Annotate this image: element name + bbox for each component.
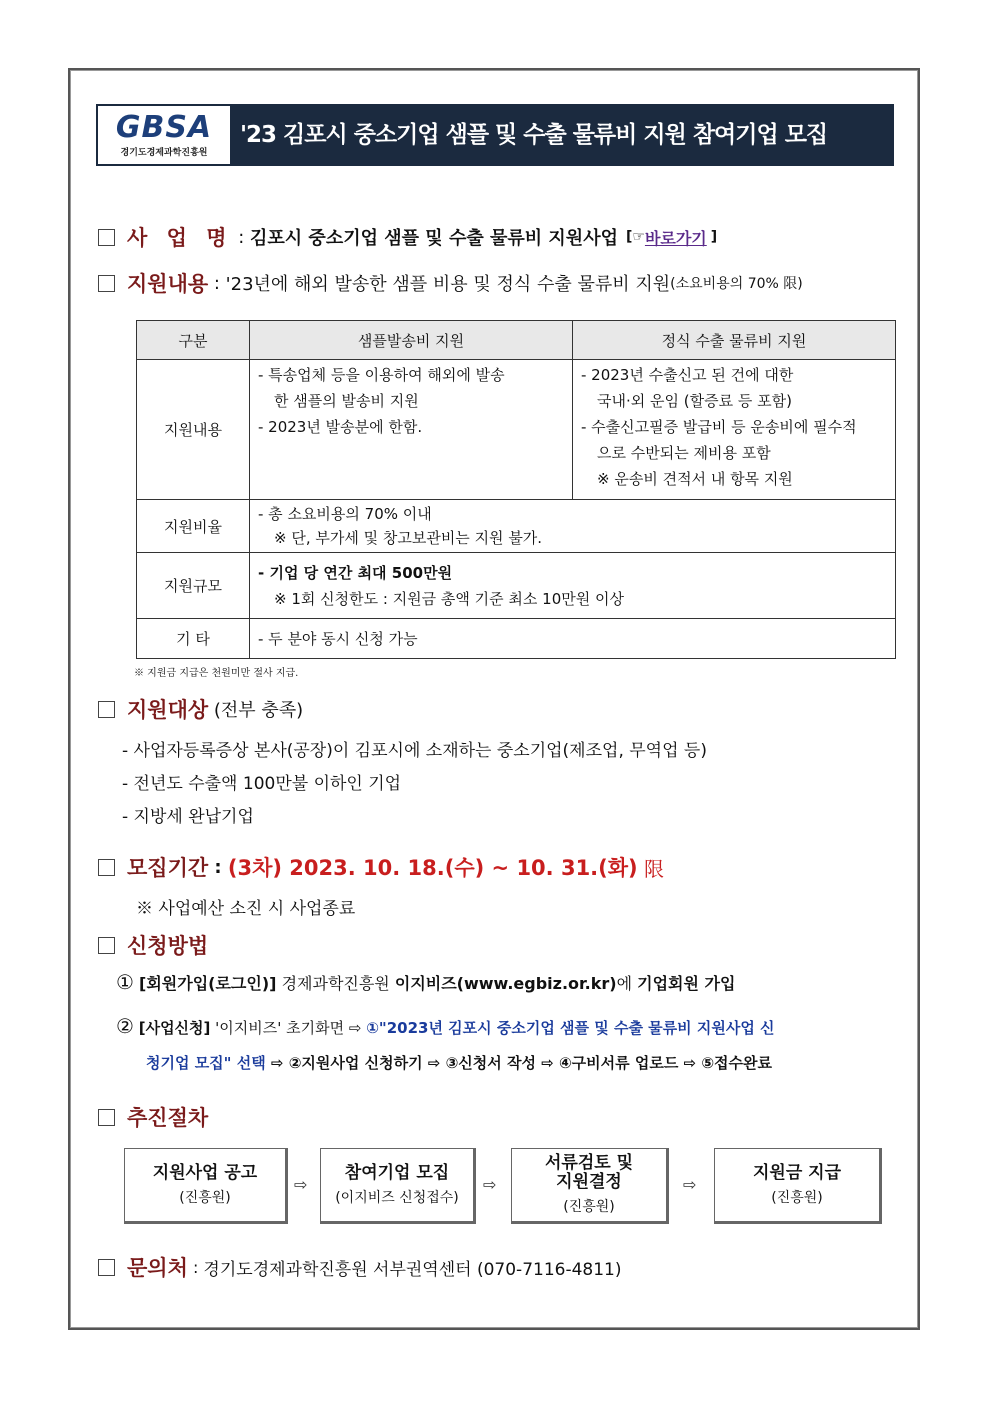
- shortcut-link[interactable]: 바로가기: [644, 228, 707, 248]
- step-tag: [사업신청]: [138, 1019, 211, 1037]
- procedure-step-title: 지원사업 공고: [152, 1162, 258, 1183]
- cell-line: - 기업 당 연간 최대 500만원: [258, 563, 453, 582]
- step-bold: 기업회원 가입: [637, 974, 736, 993]
- cell-line: ※ 운송비 견적서 내 항목 지원: [597, 470, 793, 488]
- business-label: 사 업 명: [127, 226, 233, 250]
- table-row: [137, 500, 896, 553]
- checkbox-icon: [98, 701, 115, 718]
- procedure-label: 추진절차: [127, 1106, 209, 1130]
- contact-colon: :: [187, 1257, 204, 1277]
- target-label: 지원대상: [127, 698, 209, 722]
- checkbox-icon: [98, 1109, 115, 1126]
- arrow-icon: ⇨: [294, 1175, 308, 1194]
- link-suffix: ]: [710, 229, 718, 245]
- cell-line: - 특송업체 등을 이용하여 해외에 발송: [258, 366, 505, 384]
- section-target: [98, 694, 303, 724]
- section-content: [98, 268, 803, 298]
- page-title: '23 김포시 중소기업 샘플 및 수출 물류비 지원 참여기업 모집: [240, 122, 828, 148]
- step-text: ⇨ ②지원사업 신청하기 ⇨ ③신청서 작성 ⇨ ④구비서류 업로드 ⇨ ⑤접수완료: [265, 1054, 772, 1072]
- arrow-icon: ⇨: [483, 1175, 497, 1194]
- section-contact: [98, 1252, 622, 1282]
- method-step-1: [116, 970, 735, 994]
- business-name: 김포시 중소기업 샘플 및 수출 물류비 지원사업: [250, 228, 618, 249]
- method-step-2-cont: [146, 1052, 772, 1073]
- table-cell: [250, 553, 896, 619]
- procedure-step: [714, 1148, 882, 1224]
- logo-text: GBSA: [115, 109, 213, 145]
- checkbox-icon: [98, 937, 115, 954]
- procedure-step: [124, 1148, 288, 1224]
- cell-line: 으로 수반되는 제비용 포함: [597, 444, 771, 462]
- content-text: '23년에 해외 발송한 샘플 비용 및 정식 수출 물류비 지원: [225, 274, 671, 295]
- cell-line: ※ 단, 부가세 및 창고보관비는 지원 불가.: [274, 529, 543, 547]
- procedure-step-sub: (진흥원): [563, 1199, 615, 1215]
- cell-line: - 두 분야 동시 신청 가능: [258, 629, 418, 648]
- procedure-step: [511, 1148, 669, 1224]
- checkbox-icon: [98, 275, 115, 292]
- content-label: 지원내용: [127, 272, 209, 296]
- checkbox-icon: [98, 1259, 115, 1276]
- arrow-icon: ⇨: [683, 1175, 697, 1194]
- step-number: ②: [116, 1014, 134, 1038]
- table-header: 구분: [137, 321, 250, 360]
- checkbox-icon: [98, 859, 115, 876]
- period-label: 모집기간: [127, 856, 209, 880]
- period-note: ※ 사업예산 소진 시 사업종료: [136, 899, 356, 919]
- target-item: - 전년도 수출액 100만불 이하인 기업: [122, 774, 402, 794]
- step-number: ①: [116, 970, 134, 994]
- cell-line: - 2023년 수출신고 된 건에 대한: [581, 366, 794, 384]
- contact-label: 문의처: [127, 1256, 188, 1280]
- table-cell: [573, 360, 896, 500]
- table-cell: [250, 619, 896, 659]
- step-text: 경제과학진흥원: [276, 974, 395, 993]
- gbsa-logo: [96, 104, 232, 166]
- table-header: 샘플발송비 지원: [250, 321, 573, 360]
- table-row: [137, 619, 896, 659]
- section-period: [98, 852, 664, 882]
- cell-line: 한 샘플의 발송비 지원: [274, 392, 419, 410]
- period-value: (3차) 2023. 10. 18.(수) ~ 10. 31.(화): [227, 856, 638, 880]
- step-highlight: 청기업 모집" 선택: [146, 1054, 266, 1072]
- procedure-step-title: 참여기업 모집: [344, 1162, 450, 1183]
- period-suffix: 限: [637, 856, 664, 881]
- cell-line: - 총 소요비용의 70% 이내: [258, 505, 432, 523]
- support-table: [136, 320, 896, 659]
- cell-line: - 2023년 발송분에 한함.: [258, 418, 423, 436]
- section-procedure: [98, 1102, 208, 1132]
- contact-text: 경기도경제과학진흥원 서부권역센터 (070-7116-4811): [203, 1259, 622, 1280]
- checkbox-icon: [98, 229, 115, 246]
- table-cell: [250, 500, 896, 553]
- row-label: 지원규모: [137, 553, 250, 619]
- procedure-step: [320, 1148, 476, 1224]
- content-colon: :: [208, 272, 226, 294]
- method-label: 신청방법: [127, 934, 209, 958]
- cell-line: ※ 1회 신청한도 : 지원금 총액 기준 최소 10만원 이상: [274, 589, 624, 608]
- cell-line: 국내·외 운임 (할증료 등 포함): [597, 392, 792, 410]
- step-text: '이지비즈' 초기화면 ⇨: [210, 1019, 367, 1037]
- step-text: 에: [616, 974, 638, 993]
- header-banner: [96, 104, 894, 166]
- method-step-2: [116, 1014, 775, 1038]
- table-note: ※ 지원금 지급은 천원미만 절사 지급.: [134, 668, 299, 679]
- table-header-row: [137, 321, 896, 360]
- section-method: [98, 930, 208, 960]
- row-label: 지원비율: [137, 500, 250, 553]
- content-small: (소요비용의 70% 限): [670, 276, 803, 292]
- procedure-step-sub: (진흥원): [771, 1189, 823, 1206]
- step-bold: 이지비즈(www.egbiz.or.kr): [394, 974, 617, 993]
- table-header: 정식 수출 물류비 지원: [573, 321, 896, 360]
- target-sub: (전부 충족): [208, 700, 304, 721]
- cell-line: - 수출신고필증 발급비 등 운송비에 필수적: [581, 418, 857, 436]
- table-row: [137, 553, 896, 619]
- row-label: 기 타: [137, 619, 250, 659]
- target-item: - 지방세 완납기업: [122, 807, 254, 827]
- target-item: - 사업자등록증상 본사(공장)이 김포시에 소재하는 중소기업(제조업, 무역업 등): [122, 741, 707, 761]
- procedure-step-sub: (이지비즈 신청접수): [335, 1189, 459, 1206]
- logo-subtitle: 경기도경제과학진흥원: [120, 147, 208, 158]
- row-label: 지원내용: [137, 360, 250, 500]
- section-business: [98, 222, 717, 252]
- step-tag: [회원가입(로그인)]: [139, 974, 277, 993]
- table-cell: [250, 360, 573, 500]
- procedure-step-title: 지원금 지급: [752, 1162, 842, 1183]
- procedure-step-title: 서류검토 및 지원결정: [544, 1153, 634, 1192]
- table-row: [137, 360, 896, 500]
- procedure-step-sub: (진흥원): [179, 1189, 231, 1206]
- link-prefix: [☞: [625, 229, 645, 245]
- business-colon: :: [232, 226, 250, 248]
- step-highlight: ①"2023년 김포시 중소기업 샘플 및 수출 물류비 지원사업 신: [366, 1019, 775, 1037]
- period-colon: :: [208, 856, 228, 878]
